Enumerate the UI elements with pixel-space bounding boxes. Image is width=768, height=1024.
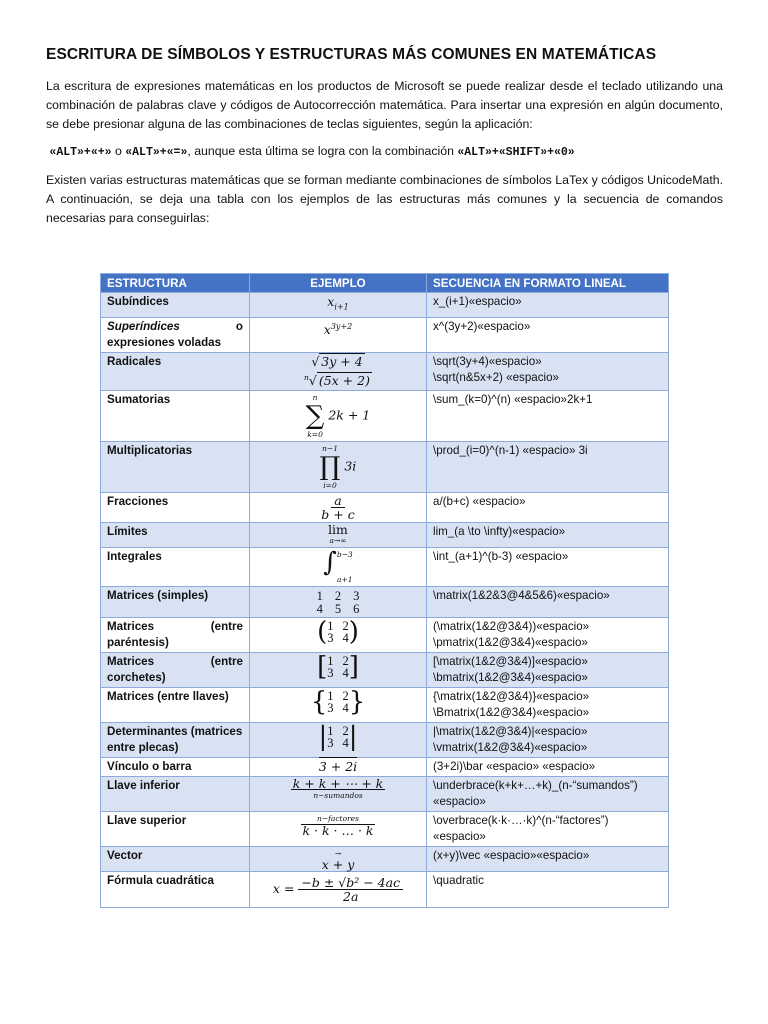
table-row: Radicales √ 3y + 4 $^n$√ (5x + 2) \sqrt(3y+4)«espacio» \sqrt(n&5x+2) «espacio»	[101, 352, 669, 390]
header-sequence: SECUENCIA EN FORMATO LINEAL	[427, 274, 669, 293]
key-combo-1: «ALT»+«+»	[49, 146, 112, 159]
table-row: Determinantes (matrices entre plecas) | 1 2 3 4 | |\matrix(1&2@3&4)|«espacio» \vmatrix(1&2@3&4)«espacio»	[101, 722, 669, 757]
key-combinations: «ALT»+«+» o «ALT»+«=», aunque esta última se logra con la combinación «ALT»+«SHIFT»+«0»	[49, 144, 575, 159]
table-header-row	[101, 274, 669, 293]
document-page	[46, 46, 723, 238]
header-structure: ESTRUCTURA	[101, 274, 250, 293]
structures-table	[100, 273, 669, 908]
table-row: Llave inferior k + k + ⋯ + k n−sumandos \underbrace(k+k+…+k)_(n-“sumandos”) «espacio»	[101, 776, 669, 811]
page-title: ESCRITURA DE SÍMBOLOS Y ESTRUCTURAS MÁS COMUNES EN MATEMÁTICAS	[46, 46, 657, 63]
table-row: Multiplicatorias n−1 ∏ i=0 3i \prod_(i=0)^(n-1) «espacio» 3i	[101, 441, 669, 492]
table-row: Matrices (entre llaves) { 1 2 3 4 } {\matrix(1&2@3&4)}«espacio» \Bmatrix(1&2@3&4)«espacio»	[101, 687, 669, 722]
intro-paragraph: La escritura de expresiones matemáticas en los productos de Microsoft se puede realizar desde el teclado utilizando una combinación de palabras clave y códigos de Autocorrección matemática. Para insertar una expresión en algún documento, se debe presionar alguna de las combinaciones de teclas siguientes, según la aplicación:	[46, 79, 723, 131]
table-row: Vínculo o barra 3 + 2i (3+2i)\bar «espacio» «espacio»	[101, 757, 669, 776]
table-row: Matrices (simples) 1 2 3 4 5 6 \matrix(1&2&3@4&5&6)«espacio»	[101, 586, 669, 617]
table-row: Sumatorias n ∑ k=0 2k + 1 \sum_(k=0)^(n) «espacio»2k+1	[101, 390, 669, 441]
table-row: Matrices (entre paréntesis) ( 1 2 3 4 ) (\matrix(1&2@3&4))«espacio» \pmatrix(1&2@3&4)«espacio»	[101, 617, 669, 652]
table-row: Fórmula cuadrática x = $\frac{\text{−b ± √b² − 4ac}}{2a}$ \quadratic	[101, 871, 669, 907]
key-combo-2: «ALT»+«=»	[125, 146, 188, 159]
table-row: Integrales ∫ b−3 a+1 \int_(a+1)^(b-3) «espacio»	[101, 547, 669, 586]
table-row: Superíndices o expresiones voladas $x^{3y+2}$ x^(3y+2)«espacio»	[101, 317, 669, 352]
key-combo-3: «ALT»+«SHIFT»+«0»	[457, 146, 575, 159]
table-row: Subíndices $x_{i+1}$ x_(i+1)«espacio»	[101, 293, 669, 318]
second-paragraph: Existen varias estructuras matemáticas que se forman mediante combinaciones de símbolos LaTex y códigos UnicodeMath. A continuación, se deja una tabla con los ejemplos de las estructuras más comunes y la secuencia de comandos necesarias para conseguirlas:	[46, 173, 723, 225]
table-row: Vector → x + y (x+y)\vec «espacio»«espacio»	[101, 846, 669, 871]
table-row: Límites lim a→∞ lim_(a \to \infty)«espacio»	[101, 522, 669, 547]
table-row: Fracciones $\frac{a}{b + c}$ a/(b+c) «espacio»	[101, 492, 669, 522]
header-example: EJEMPLO	[250, 274, 427, 293]
table-row: Llave superior n−factores k · k · … · k \overbrace(k·k·…·k)^(n-“factores”) «espacio»	[101, 811, 669, 846]
table-row: Matrices (entre corchetes) [ 1 2 3 4 ] [\matrix(1&2@3&4)]«espacio» \bmatrix(1&2@3&4)«espacio»	[101, 652, 669, 687]
